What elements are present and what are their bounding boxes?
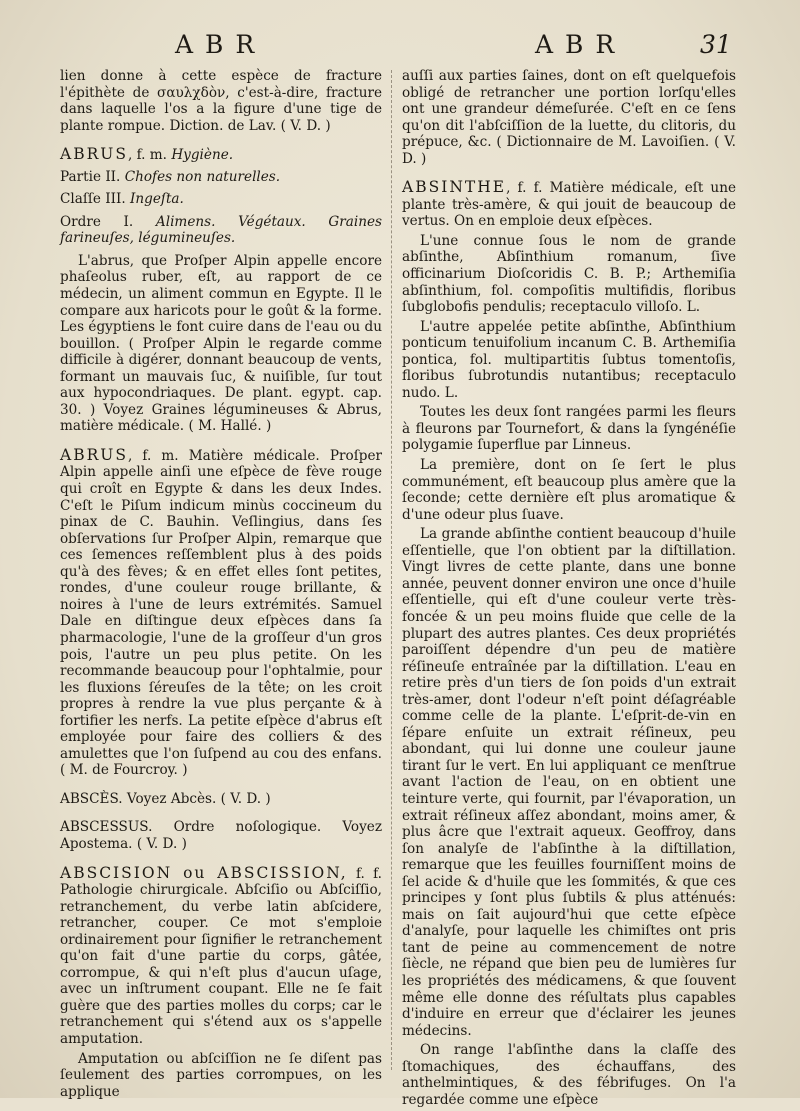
running-head: [0, 30, 800, 64]
entry-absces: ABSCÈS. Voyez Abcès. ( V. D. ): [60, 790, 271, 807]
classification-label: Ordre I.: [60, 213, 134, 230]
classification-label: Partie II.: [60, 168, 121, 185]
classification-value: Ingeſta.: [130, 191, 184, 208]
page-number: 31: [700, 30, 732, 59]
entry-body: f. f. Pathologie chirurgicale. Abſciſio ou Abſciſſio, retranchement, du verbe latin abſcidere, retrancher, couper. Ce mot s'emploie ordinairement pour ſignifier le retranchement qu'on fait d'une partie du corps, gâtée, corrompue, & qui n'eſt plus d'aucun uſage, avec un inſtrument coupant. Elle ne ſe fait guère que des parties molles du corps; car le retranchement qui s'étend aux os s'appelle amputation.: [60, 865, 382, 1047]
entry-body: L'abrus, que Proſper Alpin appelle encore phaſeolus ruber, eſt, au rapport de ce médecin, un aliment commun en Egypte. Il le compare aux haricots pour le goût & la forme. Les égyptiens le font cuire dans de l'eau ou du bouillon. ( Proſper Alpin le regarde comme difficile à digérer, donnant beaucoup de vents, formant un mauvais ſuc, & nuiſible, ſur tout aux hypocondriaques. De plant. egypt. cap. 30. ) Voyez Graines légumineuses & Abrus, matière médicale. ( M. Hallé. ): [60, 252, 382, 435]
headword: ABRUS: [60, 145, 128, 164]
headword: ABSINTHE: [402, 178, 507, 197]
paragraph-premiere: La première, dont on ſe ſert le plus communément, eſt beaucoup plus amère que la ſeconde; cette dernière eſt plus aromatique & d'une odeur plus ſuave.: [402, 457, 736, 523]
entry-abrus-hygiene: [60, 146, 382, 164]
paragraph-petite-absinthe: L'autre appelée petite abſinthe, Abſinthium ponticum tenuifolium incanum C. B. Arthemiſia pontica, fol. multipartitis ſubtus tomentoſis, floribus ſubrotundis nutantibus; receptaculo nudo. L.: [402, 318, 736, 401]
headword: ABRUS: [60, 445, 128, 464]
paragraph-classification: Toutes les deux ſont rangées parmi les fleurs à fleurons par Tournefort, & dans la ſyngénéſie polygamie ſuperflue par Linneus.: [402, 404, 736, 454]
grammar-label: , f. m.: [127, 147, 167, 164]
running-head-left: ABR: [175, 30, 267, 59]
entry-body: , f. f. Matière médicale, eſt une plante très-amère, & qui jouit de beaucoup de vertus. On en emploie deux eſpèces.: [402, 180, 736, 230]
entry-body: , f. m. Matière médicale. Proſper Alpin appelle ainſi une eſpèce de fève rouge qui croît en Egypte & dans les deux Indes. C'eſt le Piſum indicum minùs coccineum du pinax de C. Bauhin. Veſlingius, dans ſes obſervations ſur Proſper Alpin, remarque que ces ſemences reſſemblent plus à des poids qu'à des fèves; & en effet elles ſont petites, rondes, d'une couleur rouge brillante, & noires à l'une de leurs extrémités. Samuel Dale en diſtingue deux eſpèces dans ſa pharmacologie, l'une de la groſſeur d'un gros pois, l'autre un peu plus petite. On les recommande beaucoup pour l'ophtalmie, pour les fluxions ſéreuſes de la tête; on les croit propres à rendre la vue plus perçante & à fortifier les nerfs. La petite eſpèce d'abrus eſt employée pour faire des colliers & des amulettes que l'on ſuſpend au cou des enfans. ( M. de Fourcroy. ): [60, 447, 382, 779]
classification-ordre: [60, 214, 382, 247]
classification-classe: [60, 191, 382, 208]
entry-abscision: [60, 865, 382, 1048]
classification-value: Alimens. Végétaux. Graines farineuſes, légumineuſes.: [60, 213, 382, 247]
entry-body-continued: Amputation ou abſciſſion ne ſe diſent pas ſeulement des parties corrompues, on les applique: [60, 1050, 382, 1100]
paragraph-usage: On range l'abſinthe dans la claſſe des ſtomachiques, des échauffans, des anthelmintiques, & des fébrifuges. On l'a regardée comme une eſpèce: [402, 1042, 736, 1108]
headword: ABSCISION ou ABSCISSION,: [60, 863, 348, 882]
paragraph-distillation: La grande abſinthe contient beaucoup d'huile eſſentielle, que l'on obtient par la diſtillation. Vingt livres de cette plante, dans une bonne année, peuvent donner environ une once d'huile eſſentielle, qui eſt d'une couleur verte très-foncée & un peu moins fluide que celle de la plupart des autres plantes. Ces deux propriétés paroiſſent dépendre d'un peu de matière réſineuſe entraînée par la diſtillation. L'eau en retire près d'un tiers de ſon poids d'un extrait très-amer, dont l'odeur n'eſt point déſagréable comme celle de la plante. L'eſprit-de-vin en ſépare enſuite un extrait réſineux, peu abondant, qui lui donne une couleur jaune tirant ſur le vert. En lui appliquant ce menſtrue avant l'action de l'eau, on en obtient une teinture verte, qui fournit, par l'évaporation, un extrait réſineux aſſez abondant, moins amer, & plus âcre que l'extrait aqueux. Geoffroy, dans ſon analyſe de l'abſinthe à la diſtillation, remarque que les feuilles fourniſſent moins de ſel acide & d'huile que les ſommités, & que ces principes y ſont plus ſubtils & plus atténués: mais on ſait aujourd'hui que cette eſpèce d'analyſe, pour laquelle les chimiſtes ont pris tant de peine au commencement de notre ſiècle, ne répand que bien peu de lumières ſur les propriétés des médicamens, & que ſouvent même elle donne des réſultats plus capables d'induire en erreur que d'éclairer les jeunes médecins.: [402, 526, 736, 1039]
subject-label: Hygiène.: [171, 147, 234, 164]
column-divider: [391, 70, 393, 1070]
continued-paragraph: lien donne à cette espèce de fracture l'épithète de σαυλχδὸν, c'est-à-dire, fracture dans laquelle l'os a la figure d'une tige de plante rompue. Diction. de Lav. ( V. D. ): [60, 68, 382, 134]
right-column: [402, 68, 736, 1111]
running-head-right: ABR: [535, 30, 627, 59]
classification-label: Claſſe III.: [60, 191, 126, 208]
entry-abscessus: ABSCESSUS. Ordre noſologique. Voyez Apostema. ( V. D. ): [60, 819, 382, 852]
classification-value: Chofes non naturelles.: [124, 168, 281, 185]
left-column: [60, 68, 382, 1103]
continued-paragraph: auſſi aux parties ſaines, dont on eſt quelquefois obligé de retrancher une portion lorſqu'elles ont une grandeur démeſurée. C'eſt en ce ſens qu'on dit l'abſciſſion de la luette, du clitoris, du prépuce, &c. ( Dictionnaire de M. Lavoiſien. ( V. D. ): [402, 68, 736, 167]
entry-absinthe: [402, 179, 736, 230]
entry-abrus-matiere-medicale: [60, 447, 382, 779]
paragraph-grande-absinthe: L'une connue ſous le nom de grande abſinthe, Abſinthium romanum, ſive officinarium Dioſcoridis C. B. P.; Arthemiſia abſinthium, fol. compoſitis multifidis, floribus ſubglobofis pendulis; receptaculo villoſo. L.: [402, 232, 736, 316]
classification-partie: [60, 169, 382, 186]
